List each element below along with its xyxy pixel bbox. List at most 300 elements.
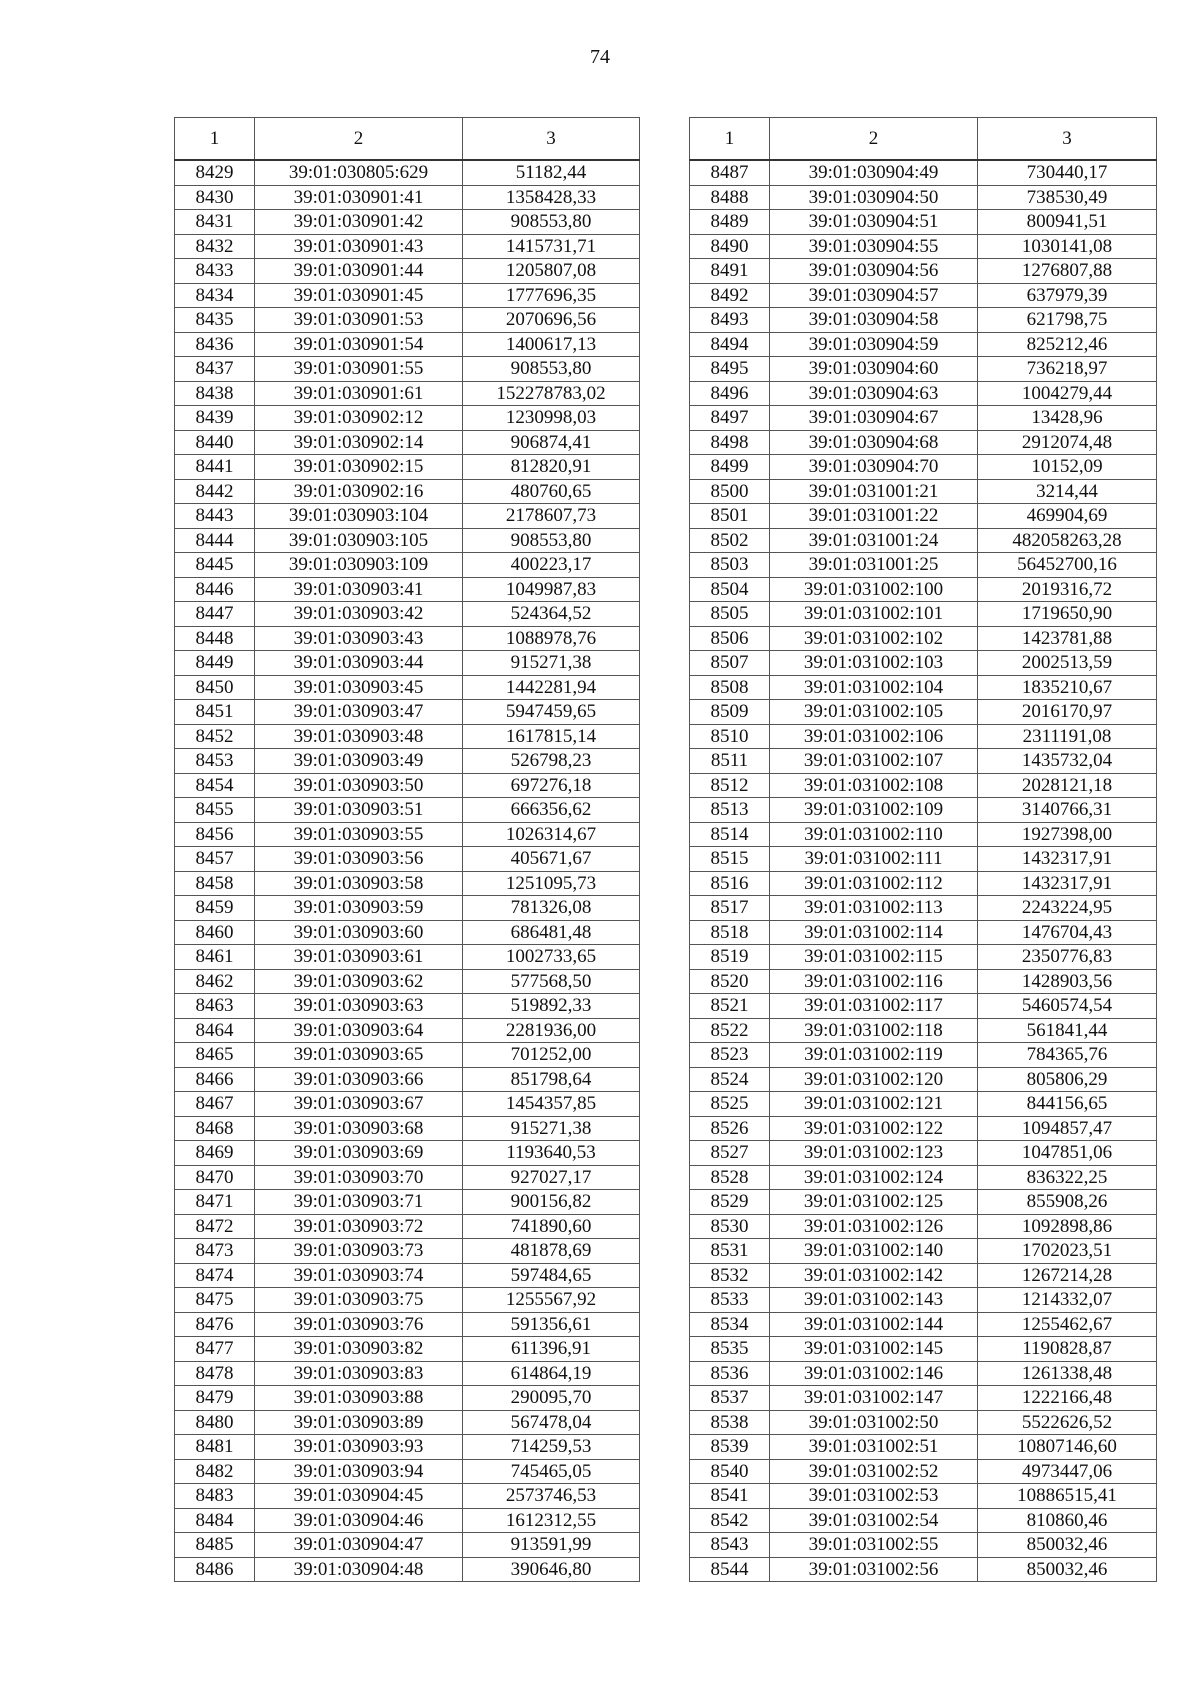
cadastral-number-cell: 39:01:031002:51 xyxy=(770,1435,978,1460)
table-row xyxy=(690,1263,1157,1288)
cadastral-number-cell: 39:01:031002:120 xyxy=(770,1067,978,1092)
cadastral-number-cell: 39:01:030904:63 xyxy=(770,381,978,406)
value-cell: 1777696,35 xyxy=(463,283,640,308)
cadastral-number-cell: 39:01:030904:58 xyxy=(770,308,978,333)
table-row xyxy=(175,1386,640,1411)
cadastral-number-cell: 39:01:031002:112 xyxy=(770,871,978,896)
row-number-cell: 8451 xyxy=(175,700,255,725)
value-cell: 906874,41 xyxy=(463,430,640,455)
table-row xyxy=(690,210,1157,235)
row-number-cell: 8481 xyxy=(175,1435,255,1460)
table-row xyxy=(690,1312,1157,1337)
value-cell: 900156,82 xyxy=(463,1190,640,1215)
value-cell: 1442281,94 xyxy=(463,675,640,700)
row-number-cell: 8505 xyxy=(690,602,770,627)
table-row xyxy=(690,528,1157,553)
row-number-cell: 8543 xyxy=(690,1533,770,1558)
row-number-cell: 8535 xyxy=(690,1337,770,1362)
table-row xyxy=(690,406,1157,431)
cadastral-number-cell: 39:01:030903:69 xyxy=(255,1141,463,1166)
value-cell: 405671,67 xyxy=(463,847,640,872)
table-row xyxy=(690,1141,1157,1166)
table-row xyxy=(690,969,1157,994)
value-cell: 1004279,44 xyxy=(978,381,1157,406)
table-row xyxy=(690,381,1157,406)
row-number-cell: 8491 xyxy=(690,259,770,284)
value-cell: 482058263,28 xyxy=(978,528,1157,553)
value-cell: 1428903,56 xyxy=(978,969,1157,994)
value-cell: 836322,25 xyxy=(978,1165,1157,1190)
value-cell: 781326,08 xyxy=(463,896,640,921)
row-number-cell: 8531 xyxy=(690,1239,770,1264)
row-number-cell: 8502 xyxy=(690,528,770,553)
table-row xyxy=(175,1508,640,1533)
cadastral-number-cell: 39:01:031002:56 xyxy=(770,1557,978,1582)
table-row xyxy=(690,1361,1157,1386)
row-number-cell: 8440 xyxy=(175,430,255,455)
table-row xyxy=(690,1116,1157,1141)
row-number-cell: 8518 xyxy=(690,920,770,945)
value-cell: 701252,00 xyxy=(463,1043,640,1068)
table-row xyxy=(690,798,1157,823)
table-row xyxy=(175,210,640,235)
value-cell: 400223,17 xyxy=(463,553,640,578)
cadastral-number-cell: 39:01:030901:53 xyxy=(255,308,463,333)
cadastral-number-cell: 39:01:031002:102 xyxy=(770,626,978,651)
value-cell: 614864,19 xyxy=(463,1361,640,1386)
value-cell: 1047851,06 xyxy=(978,1141,1157,1166)
value-cell: 805806,29 xyxy=(978,1067,1157,1092)
table-row xyxy=(690,749,1157,774)
cadastral-number-cell: 39:01:030901:54 xyxy=(255,332,463,357)
cadastral-number-cell: 39:01:031002:126 xyxy=(770,1214,978,1239)
table-row xyxy=(175,945,640,970)
column-header: 1 xyxy=(175,118,255,161)
cadastral-number-cell: 39:01:030903:61 xyxy=(255,945,463,970)
table-row xyxy=(175,773,640,798)
row-number-cell: 8529 xyxy=(690,1190,770,1215)
cadastral-number-cell: 39:01:030903:45 xyxy=(255,675,463,700)
table-row xyxy=(175,1214,640,1239)
table-row xyxy=(175,920,640,945)
table-row xyxy=(175,651,640,676)
cadastral-number-cell: 39:01:031002:119 xyxy=(770,1043,978,1068)
cadastral-number-cell: 39:01:030903:104 xyxy=(255,504,463,529)
value-cell: 738530,49 xyxy=(978,185,1157,210)
cadastral-number-cell: 39:01:031002:100 xyxy=(770,577,978,602)
table-row xyxy=(690,994,1157,1019)
value-cell: 844156,65 xyxy=(978,1092,1157,1117)
value-cell: 591356,61 xyxy=(463,1312,640,1337)
row-number-cell: 8460 xyxy=(175,920,255,945)
value-cell: 1476704,43 xyxy=(978,920,1157,945)
cadastral-number-cell: 39:01:030903:75 xyxy=(255,1288,463,1313)
row-number-cell: 8515 xyxy=(690,847,770,872)
row-number-cell: 8448 xyxy=(175,626,255,651)
table-row xyxy=(690,945,1157,970)
cadastral-number-cell: 39:01:031002:147 xyxy=(770,1386,978,1411)
table-row xyxy=(690,626,1157,651)
value-cell: 524364,52 xyxy=(463,602,640,627)
table-row xyxy=(690,1557,1157,1582)
table-row xyxy=(175,1312,640,1337)
row-number-cell: 8539 xyxy=(690,1435,770,1460)
row-number-cell: 8452 xyxy=(175,724,255,749)
table-row xyxy=(690,1018,1157,1043)
cadastral-number-cell: 39:01:031002:140 xyxy=(770,1239,978,1264)
value-cell: 908553,80 xyxy=(463,210,640,235)
table-left xyxy=(174,117,640,1582)
table-row xyxy=(175,455,640,480)
row-number-cell: 8503 xyxy=(690,553,770,578)
row-number-cell: 8471 xyxy=(175,1190,255,1215)
value-cell: 915271,38 xyxy=(463,651,640,676)
table-row xyxy=(175,1410,640,1435)
table-row xyxy=(175,381,640,406)
value-cell: 526798,23 xyxy=(463,749,640,774)
table-row xyxy=(175,1116,640,1141)
value-cell: 1432317,91 xyxy=(978,871,1157,896)
value-cell: 152278783,02 xyxy=(463,381,640,406)
cadastral-number-cell: 39:01:030903:59 xyxy=(255,896,463,921)
row-number-cell: 8492 xyxy=(690,283,770,308)
row-number-cell: 8499 xyxy=(690,455,770,480)
cadastral-number-cell: 39:01:030903:42 xyxy=(255,602,463,627)
cadastral-number-cell: 39:01:030805:629 xyxy=(255,160,463,185)
table-row xyxy=(690,553,1157,578)
row-number-cell: 8506 xyxy=(690,626,770,651)
cadastral-number-cell: 39:01:030903:105 xyxy=(255,528,463,553)
row-number-cell: 8432 xyxy=(175,234,255,259)
table-row xyxy=(175,675,640,700)
row-number-cell: 8461 xyxy=(175,945,255,970)
table-row xyxy=(690,675,1157,700)
value-cell: 2912074,48 xyxy=(978,430,1157,455)
table-row xyxy=(690,160,1157,185)
row-number-cell: 8527 xyxy=(690,1141,770,1166)
table-header-row xyxy=(175,118,640,161)
value-cell: 1435732,04 xyxy=(978,749,1157,774)
row-number-cell: 8444 xyxy=(175,528,255,553)
value-cell: 10152,09 xyxy=(978,455,1157,480)
cadastral-number-cell: 39:01:030903:48 xyxy=(255,724,463,749)
value-cell: 927027,17 xyxy=(463,1165,640,1190)
cadastral-number-cell: 39:01:030904:49 xyxy=(770,160,978,185)
value-cell: 4973447,06 xyxy=(978,1459,1157,1484)
cadastral-number-cell: 39:01:030904:55 xyxy=(770,234,978,259)
value-cell: 3140766,31 xyxy=(978,798,1157,823)
table-row xyxy=(175,896,640,921)
table-row xyxy=(690,504,1157,529)
table-row xyxy=(690,308,1157,333)
row-number-cell: 8528 xyxy=(690,1165,770,1190)
value-cell: 1255567,92 xyxy=(463,1288,640,1313)
table-row xyxy=(175,1288,640,1313)
cadastral-number-cell: 39:01:030903:94 xyxy=(255,1459,463,1484)
table-row xyxy=(690,1190,1157,1215)
row-number-cell: 8498 xyxy=(690,430,770,455)
cadastral-number-cell: 39:01:031002:50 xyxy=(770,1410,978,1435)
table-row xyxy=(175,577,640,602)
value-cell: 736218,97 xyxy=(978,357,1157,382)
row-number-cell: 8445 xyxy=(175,553,255,578)
value-cell: 810860,46 xyxy=(978,1508,1157,1533)
value-cell: 519892,33 xyxy=(463,994,640,1019)
row-number-cell: 8467 xyxy=(175,1092,255,1117)
cadastral-number-cell: 39:01:031002:117 xyxy=(770,994,978,1019)
row-number-cell: 8517 xyxy=(690,896,770,921)
cadastral-number-cell: 39:01:030903:71 xyxy=(255,1190,463,1215)
row-number-cell: 8526 xyxy=(690,1116,770,1141)
table-row xyxy=(690,896,1157,921)
value-cell: 2573746,53 xyxy=(463,1484,640,1509)
table-right xyxy=(689,117,1157,1582)
row-number-cell: 8485 xyxy=(175,1533,255,1558)
row-number-cell: 8446 xyxy=(175,577,255,602)
row-number-cell: 8534 xyxy=(690,1312,770,1337)
table-left-body xyxy=(175,160,640,1582)
cadastral-number-cell: 39:01:031002:101 xyxy=(770,602,978,627)
row-number-cell: 8513 xyxy=(690,798,770,823)
table-row xyxy=(690,1435,1157,1460)
cadastral-number-cell: 39:01:031002:123 xyxy=(770,1141,978,1166)
cadastral-number-cell: 39:01:030903:73 xyxy=(255,1239,463,1264)
table-row xyxy=(175,1557,640,1582)
row-number-cell: 8525 xyxy=(690,1092,770,1117)
table-row xyxy=(175,1092,640,1117)
cadastral-number-cell: 39:01:030903:50 xyxy=(255,773,463,798)
cadastral-number-cell: 39:01:030903:76 xyxy=(255,1312,463,1337)
cadastral-number-cell: 39:01:030904:70 xyxy=(770,455,978,480)
table-row xyxy=(690,1533,1157,1558)
table-row xyxy=(690,724,1157,749)
row-number-cell: 8516 xyxy=(690,871,770,896)
row-number-cell: 8437 xyxy=(175,357,255,382)
value-cell: 1190828,87 xyxy=(978,1337,1157,1362)
value-cell: 2028121,18 xyxy=(978,773,1157,798)
table-row xyxy=(175,602,640,627)
row-number-cell: 8536 xyxy=(690,1361,770,1386)
table-row xyxy=(175,626,640,651)
table-row xyxy=(175,357,640,382)
cadastral-number-cell: 39:01:030903:82 xyxy=(255,1337,463,1362)
table-row xyxy=(690,357,1157,382)
value-cell: 13428,96 xyxy=(978,406,1157,431)
column-header: 1 xyxy=(690,118,770,161)
table-row xyxy=(175,1165,640,1190)
row-number-cell: 8511 xyxy=(690,749,770,774)
table-row xyxy=(690,773,1157,798)
row-number-cell: 8489 xyxy=(690,210,770,235)
row-number-cell: 8493 xyxy=(690,308,770,333)
cadastral-number-cell: 39:01:031002:104 xyxy=(770,675,978,700)
table-row xyxy=(690,1239,1157,1264)
table-row xyxy=(175,1459,640,1484)
row-number-cell: 8497 xyxy=(690,406,770,431)
table-row xyxy=(690,1410,1157,1435)
row-number-cell: 8510 xyxy=(690,724,770,749)
value-cell: 850032,46 xyxy=(978,1557,1157,1582)
row-number-cell: 8454 xyxy=(175,773,255,798)
value-cell: 1092898,86 xyxy=(978,1214,1157,1239)
cadastral-number-cell: 39:01:030904:46 xyxy=(255,1508,463,1533)
value-cell: 2281936,00 xyxy=(463,1018,640,1043)
cadastral-number-cell: 39:01:030902:16 xyxy=(255,479,463,504)
cadastral-number-cell: 39:01:030904:60 xyxy=(770,357,978,382)
cadastral-number-cell: 39:01:030904:67 xyxy=(770,406,978,431)
row-number-cell: 8434 xyxy=(175,283,255,308)
table-row xyxy=(175,1435,640,1460)
cadastral-number-cell: 39:01:031001:25 xyxy=(770,553,978,578)
value-cell: 56452700,16 xyxy=(978,553,1157,578)
cadastral-number-cell: 39:01:030903:70 xyxy=(255,1165,463,1190)
value-cell: 1193640,53 xyxy=(463,1141,640,1166)
table-row xyxy=(175,994,640,1019)
cadastral-number-cell: 39:01:030901:41 xyxy=(255,185,463,210)
table-row xyxy=(175,406,640,431)
value-cell: 1927398,00 xyxy=(978,822,1157,847)
value-cell: 3214,44 xyxy=(978,479,1157,504)
value-cell: 1617815,14 xyxy=(463,724,640,749)
table-row xyxy=(175,871,640,896)
cadastral-number-cell: 39:01:031002:52 xyxy=(770,1459,978,1484)
row-number-cell: 8469 xyxy=(175,1141,255,1166)
row-number-cell: 8480 xyxy=(175,1410,255,1435)
table-row xyxy=(690,1214,1157,1239)
table-row xyxy=(175,1263,640,1288)
cadastral-number-cell: 39:01:031002:121 xyxy=(770,1092,978,1117)
row-number-cell: 8474 xyxy=(175,1263,255,1288)
cadastral-number-cell: 39:01:030903:49 xyxy=(255,749,463,774)
value-cell: 390646,80 xyxy=(463,1557,640,1582)
value-cell: 1276807,88 xyxy=(978,259,1157,284)
value-cell: 1454357,85 xyxy=(463,1092,640,1117)
cadastral-number-cell: 39:01:030903:68 xyxy=(255,1116,463,1141)
table-row xyxy=(690,847,1157,872)
table-header-row xyxy=(690,118,1157,161)
row-number-cell: 8532 xyxy=(690,1263,770,1288)
cadastral-number-cell: 39:01:030903:83 xyxy=(255,1361,463,1386)
table-row xyxy=(175,234,640,259)
table-row xyxy=(690,234,1157,259)
value-cell: 611396,91 xyxy=(463,1337,640,1362)
value-cell: 1432317,91 xyxy=(978,847,1157,872)
cadastral-number-cell: 39:01:030904:68 xyxy=(770,430,978,455)
value-cell: 1205807,08 xyxy=(463,259,640,284)
row-number-cell: 8439 xyxy=(175,406,255,431)
cadastral-number-cell: 39:01:031002:116 xyxy=(770,969,978,994)
cadastral-number-cell: 39:01:031002:111 xyxy=(770,847,978,872)
cadastral-number-cell: 39:01:031002:55 xyxy=(770,1533,978,1558)
cadastral-number-cell: 39:01:031002:110 xyxy=(770,822,978,847)
value-cell: 825212,46 xyxy=(978,332,1157,357)
row-number-cell: 8463 xyxy=(175,994,255,1019)
row-number-cell: 8431 xyxy=(175,210,255,235)
column-header: 3 xyxy=(978,118,1157,161)
row-number-cell: 8462 xyxy=(175,969,255,994)
row-number-cell: 8542 xyxy=(690,1508,770,1533)
row-number-cell: 8442 xyxy=(175,479,255,504)
table-row xyxy=(690,283,1157,308)
row-number-cell: 8449 xyxy=(175,651,255,676)
row-number-cell: 8473 xyxy=(175,1239,255,1264)
value-cell: 1230998,03 xyxy=(463,406,640,431)
row-number-cell: 8484 xyxy=(175,1508,255,1533)
value-cell: 1255462,67 xyxy=(978,1312,1157,1337)
value-cell: 666356,62 xyxy=(463,798,640,823)
cadastral-number-cell: 39:01:030903:65 xyxy=(255,1043,463,1068)
value-cell: 1612312,55 xyxy=(463,1508,640,1533)
row-number-cell: 8519 xyxy=(690,945,770,970)
table-row xyxy=(175,259,640,284)
value-cell: 1267214,28 xyxy=(978,1263,1157,1288)
table-row xyxy=(175,700,640,725)
cadastral-number-cell: 39:01:030904:45 xyxy=(255,1484,463,1509)
table-row xyxy=(175,308,640,333)
cadastral-number-cell: 39:01:030902:15 xyxy=(255,455,463,480)
value-cell: 561841,44 xyxy=(978,1018,1157,1043)
cadastral-number-cell: 39:01:030903:93 xyxy=(255,1435,463,1460)
row-number-cell: 8457 xyxy=(175,847,255,872)
value-cell: 1400617,13 xyxy=(463,332,640,357)
row-number-cell: 8495 xyxy=(690,357,770,382)
table-row xyxy=(690,700,1157,725)
table-row xyxy=(690,1386,1157,1411)
table-row xyxy=(690,871,1157,896)
value-cell: 637979,39 xyxy=(978,283,1157,308)
table-row xyxy=(175,822,640,847)
value-cell: 597484,65 xyxy=(463,1263,640,1288)
cadastral-number-cell: 39:01:030903:89 xyxy=(255,1410,463,1435)
value-cell: 621798,75 xyxy=(978,308,1157,333)
page-number: 74 xyxy=(590,46,610,68)
cadastral-number-cell: 39:01:030903:43 xyxy=(255,626,463,651)
cadastral-number-cell: 39:01:030904:59 xyxy=(770,332,978,357)
value-cell: 812820,91 xyxy=(463,455,640,480)
cadastral-number-cell: 39:01:030902:12 xyxy=(255,406,463,431)
value-cell: 908553,80 xyxy=(463,528,640,553)
cadastral-number-cell: 39:01:031002:143 xyxy=(770,1288,978,1313)
value-cell: 851798,64 xyxy=(463,1067,640,1092)
row-number-cell: 8453 xyxy=(175,749,255,774)
value-cell: 745465,05 xyxy=(463,1459,640,1484)
cadastral-number-cell: 39:01:031002:146 xyxy=(770,1361,978,1386)
value-cell: 5522626,52 xyxy=(978,1410,1157,1435)
cadastral-number-cell: 39:01:030903:109 xyxy=(255,553,463,578)
table-row xyxy=(175,553,640,578)
value-cell: 784365,76 xyxy=(978,1043,1157,1068)
cadastral-number-cell: 39:01:030904:51 xyxy=(770,210,978,235)
column-header: 3 xyxy=(463,118,640,161)
value-cell: 2243224,95 xyxy=(978,896,1157,921)
value-cell: 290095,70 xyxy=(463,1386,640,1411)
row-number-cell: 8514 xyxy=(690,822,770,847)
table-row xyxy=(690,455,1157,480)
row-number-cell: 8477 xyxy=(175,1337,255,1362)
row-number-cell: 8487 xyxy=(690,160,770,185)
row-number-cell: 8465 xyxy=(175,1043,255,1068)
cadastral-number-cell: 39:01:030904:57 xyxy=(770,283,978,308)
value-cell: 1415731,71 xyxy=(463,234,640,259)
table-row xyxy=(175,847,640,872)
row-number-cell: 8490 xyxy=(690,234,770,259)
cadastral-number-cell: 39:01:031002:122 xyxy=(770,1116,978,1141)
cadastral-number-cell: 39:01:031002:125 xyxy=(770,1190,978,1215)
column-header: 2 xyxy=(770,118,978,161)
row-number-cell: 8443 xyxy=(175,504,255,529)
value-cell: 2070696,56 xyxy=(463,308,640,333)
row-number-cell: 8512 xyxy=(690,773,770,798)
